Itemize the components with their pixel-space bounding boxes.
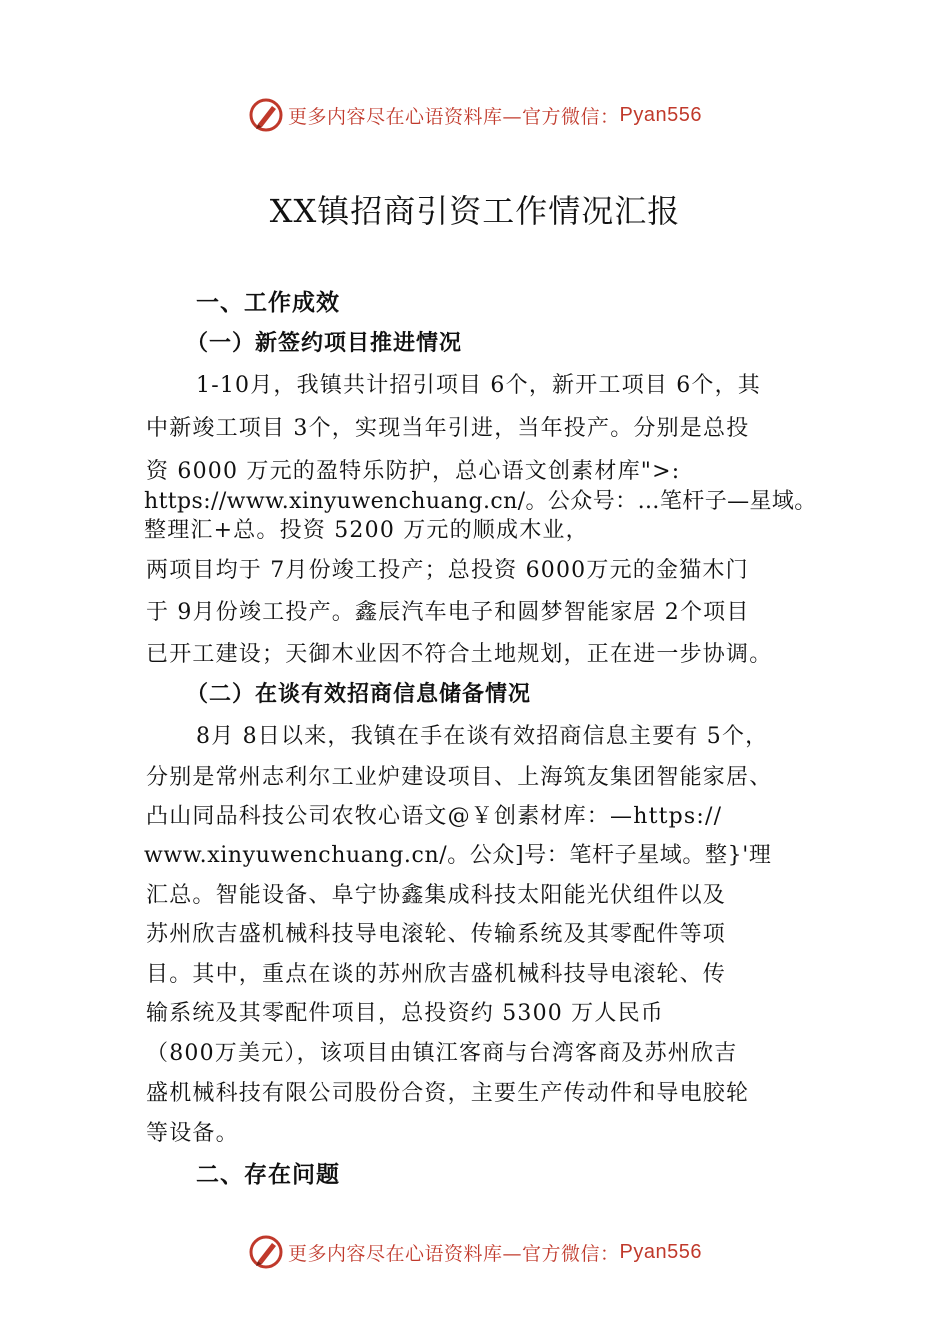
paragraph-1-line-4: https://www.xinyuwenchuang.cn/。公众号：…笔杆子—星域。: [144, 489, 817, 514]
banner-text: 更多内容尽在心语资料库—官方微信：: [288, 1242, 620, 1265]
paragraph-2-line-8: 输系统及其零配件项目，总投资约 5300 万人民币: [146, 1001, 664, 1026]
paragraph-2-line-6: 苏州欣吉盛机械科技导电滚轮、传输系统及其零配件等项: [146, 922, 727, 947]
paragraph-2-line-4: www.xinyuwenchuang.cn/。公众]号：笔杆子星域。整}'理: [144, 843, 772, 868]
paragraph-1-line-1: 1-10月，我镇共计招引项目 6个，新开工项目 6个，其: [196, 373, 762, 398]
pen-logo-icon: [248, 1234, 284, 1270]
paragraph-1-line-2: 中新竣工项目 3个，实现当年引进，当年投产。分别是总投: [146, 416, 750, 441]
paragraph-2-line-10: 盛机械科技有限公司股份合资，主要生产传动件和导电胶轮: [146, 1081, 750, 1106]
section-heading-2: 二、存在问题: [196, 1162, 340, 1188]
paragraph-2-line-7: 目。其中，重点在谈的苏州欣吉盛机械科技导电滚轮、传: [146, 962, 727, 987]
paragraph-1-line-8: 已开工建设；天御木业因不符合土地规划，正在进一步协调。: [146, 642, 773, 667]
pen-logo-icon: [248, 97, 284, 133]
subsection-heading-1-1: （一）新签约项目推进情况: [186, 331, 463, 356]
document-title: XX镇招商引资工作情况汇报: [269, 192, 681, 230]
paragraph-1-line-6: 两项目均于 7月份竣工投产；总投资 6000万元的金猫木门: [146, 558, 749, 583]
paragraph-2-line-9: （800万美元），该项目由镇江客商与台湾客商及苏州欣吉: [146, 1041, 738, 1066]
banner-wechat-id: Pyan556: [619, 1240, 702, 1263]
paragraph-1-line-5: 整理汇+总。投资 5200 万元的顺成木业，: [144, 518, 589, 543]
paragraph-2-line-3: 凸山同品科技公司农牧心语文@￥创素材库：—https://: [146, 804, 723, 829]
paragraph-2-line-1: 8月 8日以来，我镇在手在谈有效招商信息主要有 5个，: [196, 724, 769, 749]
paragraph-1-line-7: 于 9月份竣工投产。鑫辰汽车电子和圆梦智能家居 2个项目: [146, 600, 750, 625]
paragraph-2-line-5: 汇总。智能设备、阜宁协鑫集成科技太阳能光伏组件以及: [146, 883, 727, 908]
section-heading-1: 一、工作成效: [196, 290, 340, 316]
paragraph-1-line-3: 资 6000 万元的盈特乐防护，总心语文创素材库">:: [146, 459, 681, 484]
banner-text: 更多内容尽在心语资料库—官方微信：: [288, 105, 620, 128]
paragraph-2-line-2: 分别是常州志利尔工业炉建设项目、上海筑友集团智能家居、: [146, 765, 773, 790]
header-banner: [0, 95, 950, 135]
paragraph-2-line-11: 等设备。: [146, 1121, 239, 1146]
banner-wechat-id: Pyan556: [619, 103, 702, 126]
subsection-heading-1-2: （二）在谈有效招商信息储备情况: [186, 682, 532, 707]
footer-banner: [0, 1232, 950, 1272]
